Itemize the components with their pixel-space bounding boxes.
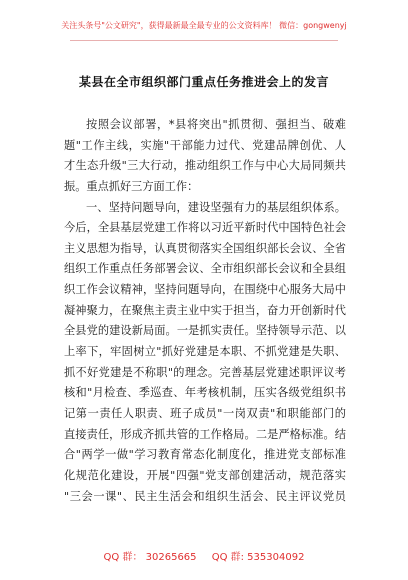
body-line: 凝神聚力，在聚焦主责主业中实于担当，奋力开创新时代 xyxy=(64,303,346,317)
body-line: 振。重点抓好三方面工作： xyxy=(64,179,199,193)
body-line: 上率下，牢固树立"抓好党建是本职、不抓党建是失职、 xyxy=(64,345,346,359)
body-line: 今后，全县基层党建工作将以习近平新时代中国特色社会 xyxy=(64,221,346,235)
body-line: 抓不好党建是不称职"的理念。完善基层党建述职评议考 xyxy=(64,365,346,379)
body-line: 化规范化建设，开展"四强"党支部创建活动，规范落实 xyxy=(64,468,346,482)
body-line: 题"工作主线，实施"干部能力过代、党建品牌创优、人 xyxy=(64,138,346,152)
header-divider xyxy=(70,40,338,41)
document-title: 某县在全市组织部门重点任务推进会上的发言 xyxy=(78,75,329,89)
header-banner: 关注头条号"公文研究"，获得最新最全最专业的公文资料库！ 微信：gongwenyj xyxy=(61,21,347,30)
document-body xyxy=(64,115,346,507)
body-line: 合"两学一做"学习教育常态化制度化，推进党支部标准 xyxy=(64,448,346,462)
body-line: 才生态升级"三大行动，推动组织工作与中心大局同频共 xyxy=(64,159,346,173)
footer-contact xyxy=(0,548,408,563)
body-line: 全县党的建设新局面。一是抓实责任。坚持领导示范、以 xyxy=(64,324,346,338)
body-line: 主义思想为指导，认真贯彻落实全国组织部长会议、全省 xyxy=(64,241,346,255)
footer-qq-group-1: QQ 群： 30265665 xyxy=(103,552,197,563)
body-line: "三会一课"、民主生活会和组织生活会、民主评议党员 xyxy=(64,489,346,503)
body-line: 直接责任，形成齐抓共管的工作格局。二是严格标准。结 xyxy=(64,427,346,441)
body-line: 记第一责任人职责、班子成员"一岗双责"和职能部门的 xyxy=(64,406,346,420)
body-line: 核和"月检查、季巡查、年考核机制，压实各级党组织书 xyxy=(64,386,346,400)
body-line: 组织工作重点任务部署会议、全市组织部长会议和全县组 xyxy=(64,262,346,276)
body-line: 按照会议部署，*县将突出"抓贯彻、强担当、破难 xyxy=(86,118,346,131)
body-line: 织工作会议精神，坚持问题导向，在围绕中心服务大局中 xyxy=(64,283,346,297)
footer-qq-group-2: QQ 群: 535304092 xyxy=(211,552,305,563)
body-line: 一、坚持问题导向，建设坚强有力的基层组织体系。 xyxy=(86,200,346,214)
